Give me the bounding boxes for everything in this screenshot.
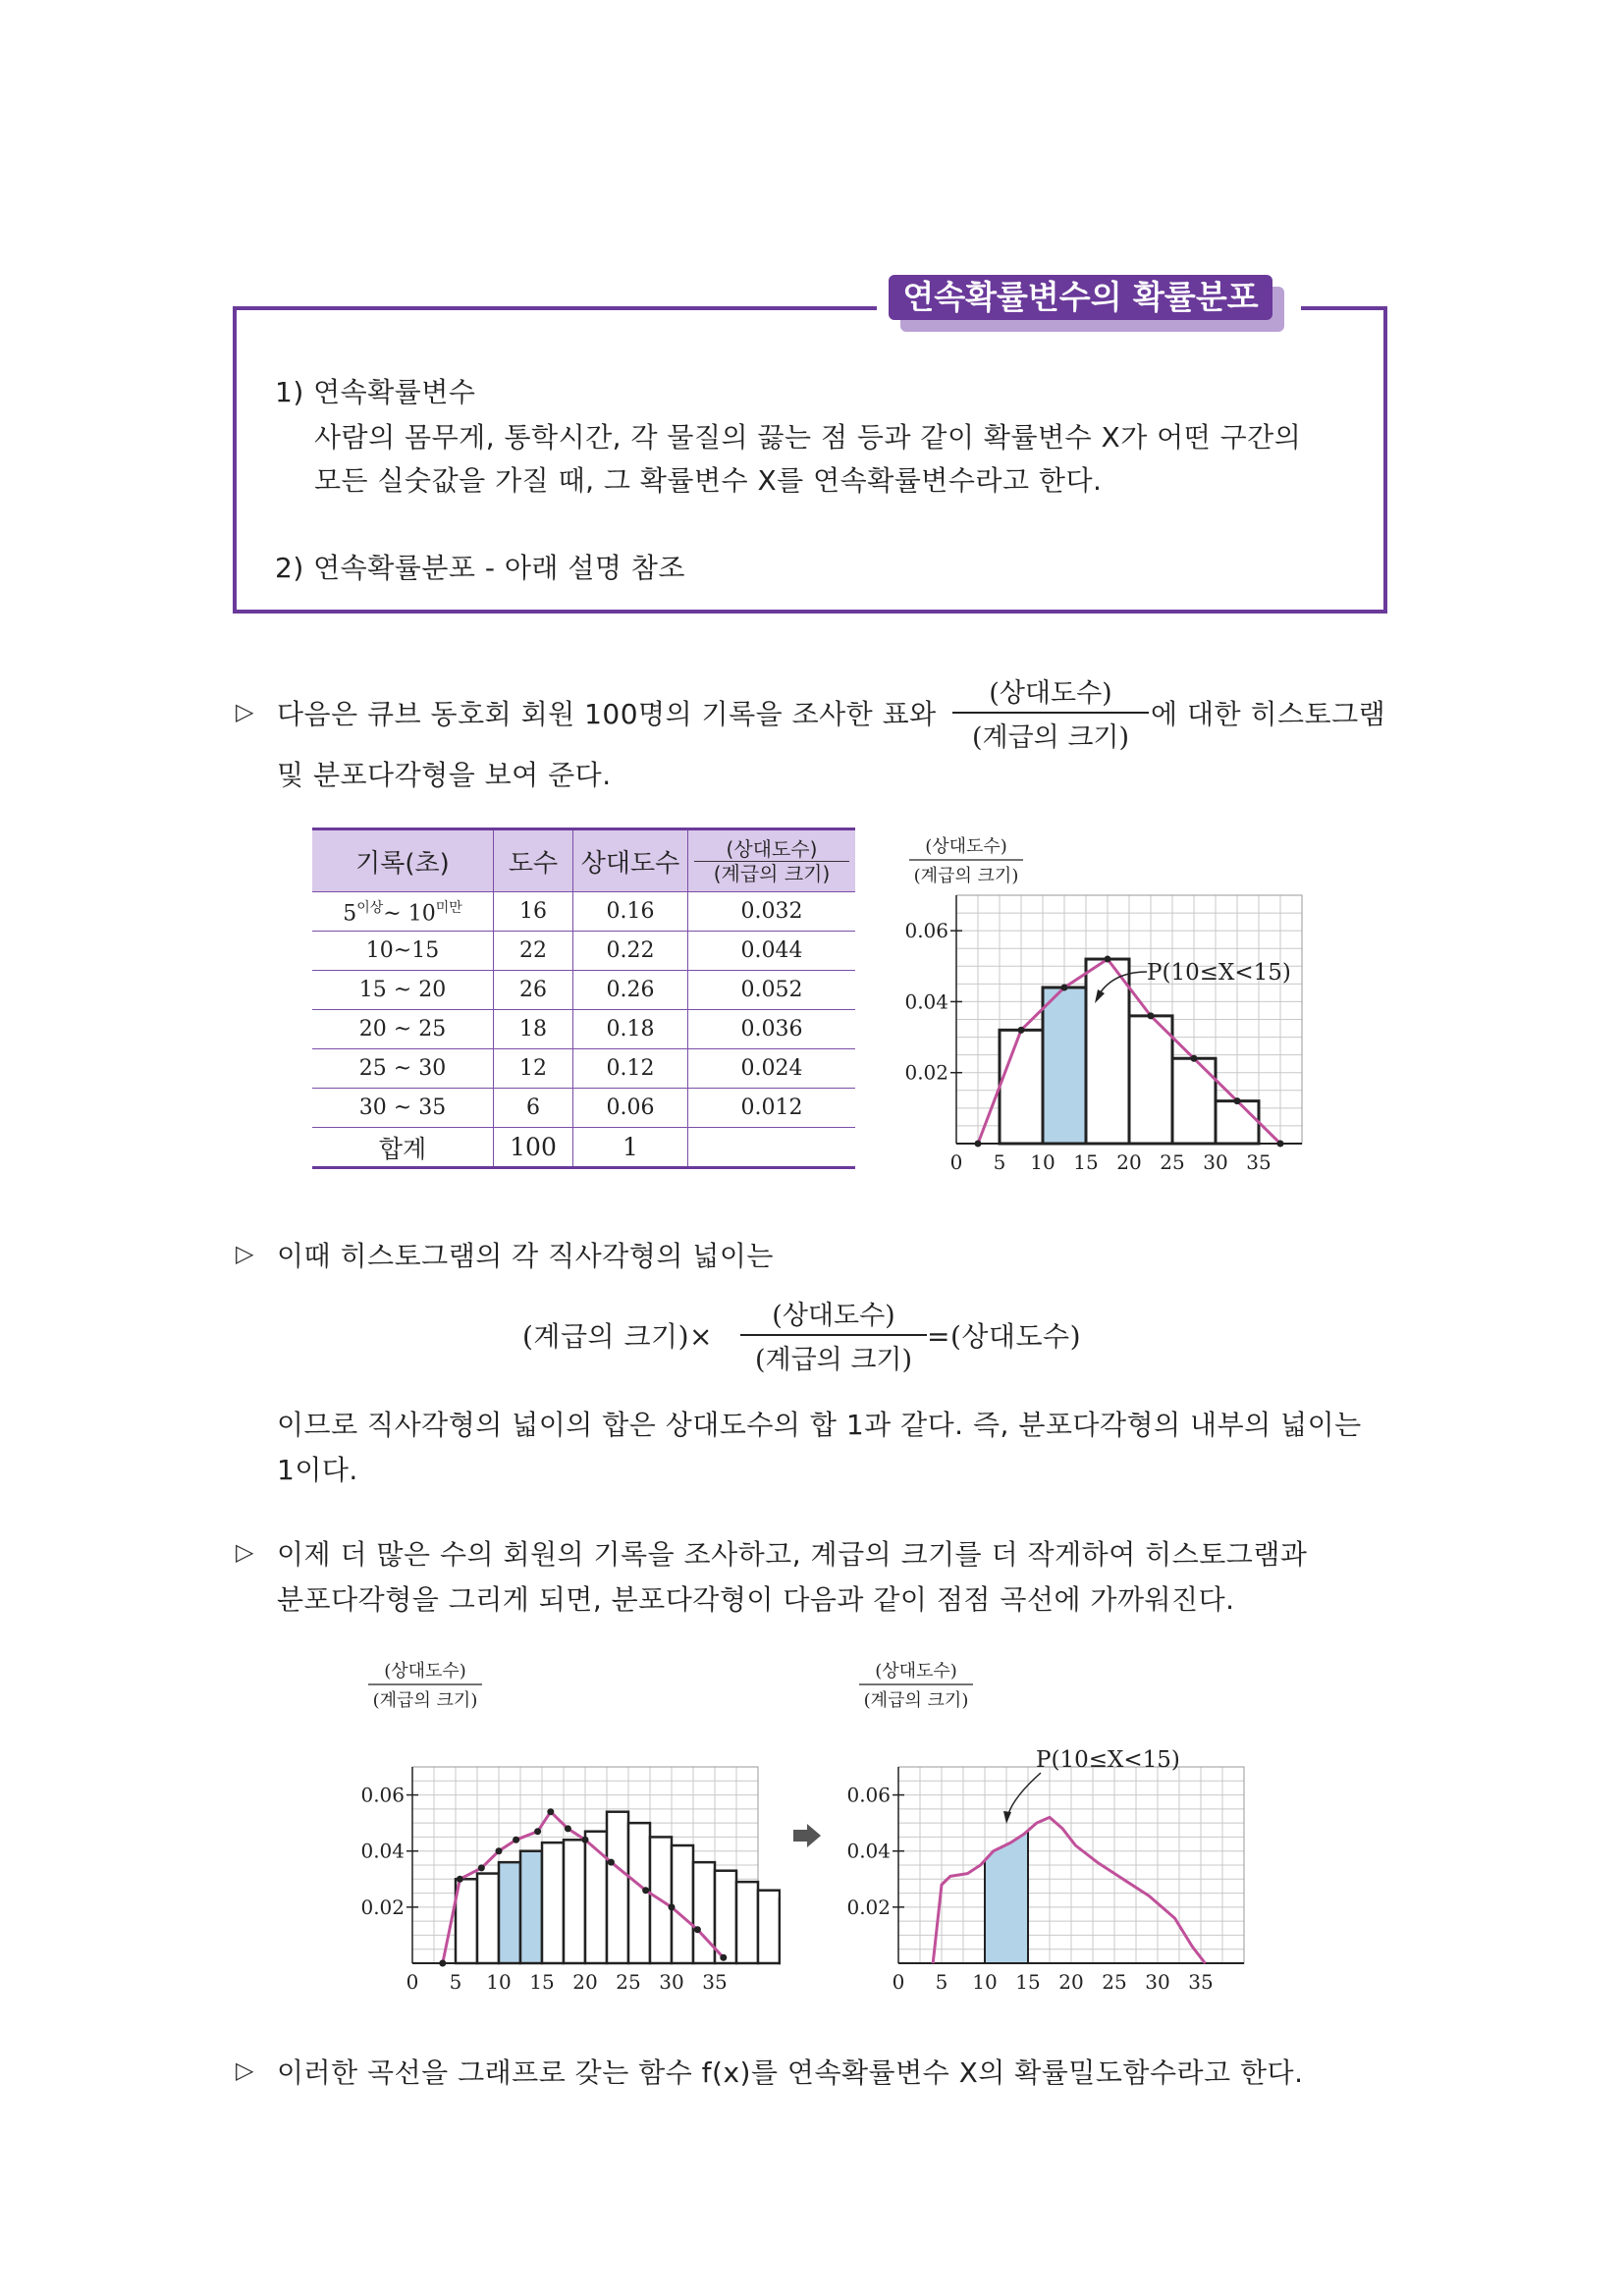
- cell-class: 15 ~ 20: [312, 971, 494, 1010]
- item1-line2: 모든 실숫값을 가질 때, 그 확률변수 X를 연속확률변수라고 한다.: [314, 464, 1103, 497]
- cell-rel: 0.06: [573, 1089, 688, 1128]
- header-freq: 도수: [494, 829, 573, 892]
- bullet-triangle-icon: ▷: [236, 1538, 254, 1566]
- eq-bar: [740, 1334, 927, 1336]
- bullet-triangle-icon: ▷: [236, 2056, 254, 2084]
- histogram-bar: [736, 1882, 758, 1963]
- cell-rel: 0.12: [573, 1049, 688, 1089]
- x-tick-label: 15: [1015, 1970, 1041, 1993]
- y-label-den: (계급의 크기): [372, 1690, 478, 1711]
- item2: 2) 연속확률분포 - 아래 설명 참조: [275, 552, 685, 584]
- histogram-bar: [1216, 1101, 1259, 1144]
- bullet-triangle-icon: ▷: [236, 1240, 254, 1267]
- cell-class: 25 ~ 30: [312, 1049, 494, 1089]
- right-arrow-icon: [793, 1824, 823, 1847]
- x-tick-label: 30: [1145, 1970, 1170, 1993]
- cell-freq: 22: [494, 932, 573, 971]
- header-record: 기록(초): [312, 829, 494, 892]
- eq-num: (상대도수): [772, 1301, 895, 1331]
- x-tick-label: 10: [1030, 1150, 1056, 1174]
- histogram-bar: [758, 1891, 780, 1963]
- x-tick-label: 25: [1102, 1970, 1127, 1993]
- x-tick-label: 0: [892, 1970, 905, 1993]
- class-start: 5: [343, 901, 357, 927]
- cell-density: 0.036: [688, 1010, 856, 1049]
- polygon-point: [1105, 956, 1111, 963]
- eq-den: (계급의 크기): [754, 1345, 913, 1375]
- x-tick-label: 20: [1116, 1150, 1142, 1174]
- cell-density: 0.012: [688, 1089, 856, 1128]
- header-density-frac: [688, 837, 855, 885]
- x-tick-label: 20: [572, 1970, 598, 1993]
- polygon-point: [1191, 1055, 1198, 1062]
- histogram-bar: [1172, 1058, 1216, 1144]
- y-tick-label: 0.06: [846, 1783, 891, 1807]
- x-tick-label: 35: [702, 1970, 728, 1993]
- frac-den: (계급의 크기): [971, 722, 1130, 753]
- header-frac-num: (상대도수): [726, 836, 818, 861]
- histogram-bar: [520, 1851, 542, 1963]
- bullet-triangle-icon: ▷: [236, 698, 254, 725]
- total-freq: 100: [494, 1128, 573, 1168]
- para1-suffix: 에 대한 히스토그램: [1151, 698, 1386, 730]
- header-rel: 상대도수: [573, 829, 688, 892]
- y-tick-label: 0.06: [360, 1783, 405, 1807]
- polygon-point: [1277, 1141, 1284, 1148]
- x-tick-label: 10: [972, 1970, 998, 1993]
- polygon-point: [534, 1828, 541, 1835]
- para2-line4: 1이다.: [277, 1454, 358, 1486]
- polygon-point: [496, 1847, 503, 1854]
- cell-density: 0.052: [688, 971, 856, 1010]
- table-total-row: [312, 1128, 855, 1168]
- x-tick-label: 35: [1188, 1970, 1214, 1993]
- polygon-point: [1148, 1012, 1155, 1019]
- table-row: [312, 892, 855, 932]
- cell-class: [312, 892, 494, 932]
- distribution-polygon: [933, 1817, 1205, 1963]
- polygon-point: [975, 1141, 982, 1148]
- eq-right: =(상대도수): [927, 1320, 1082, 1353]
- para3-line2: 분포다각형을 그리게 되면, 분포다각형이 다음과 같이 점점 곡선에 가까워진다.: [277, 1583, 1235, 1616]
- class-end: ~ 10: [383, 901, 436, 927]
- cell-freq: 12: [494, 1049, 573, 1089]
- x-tick-label: 25: [616, 1970, 641, 1993]
- y-tick-label: 0.02: [360, 1895, 405, 1919]
- annotation-arrowhead: [1003, 1811, 1011, 1824]
- x-tick-label: 35: [1246, 1150, 1272, 1174]
- cell-class: 20 ~ 25: [312, 1010, 494, 1049]
- polygon-point: [439, 1960, 446, 1967]
- histogram-bar: [715, 1871, 736, 1963]
- y-tick-label: 0.04: [360, 1839, 405, 1863]
- header-density: [688, 829, 856, 892]
- table-row: [312, 1010, 855, 1049]
- y-label-num: (상대도수): [925, 836, 1007, 857]
- para1-line2: 및 분포다각형을 보여 준다.: [277, 759, 612, 791]
- cell-freq: 6: [494, 1089, 573, 1128]
- polygon-point: [547, 1808, 554, 1815]
- histogram-bar: [477, 1874, 499, 1963]
- histogram-bar: [542, 1842, 564, 1963]
- x-tick-label: 5: [993, 1150, 1006, 1174]
- polygon-point: [582, 1837, 589, 1843]
- table-row: [312, 1049, 855, 1089]
- cell-freq: 18: [494, 1010, 573, 1049]
- x-tick-label: 15: [529, 1970, 555, 1993]
- y-label-num: (상대도수): [875, 1661, 957, 1682]
- box-title: 연속확률변수의 확률분포: [889, 275, 1272, 320]
- polygon-point: [565, 1825, 571, 1832]
- cell-density: 0.032: [688, 892, 856, 932]
- polygon-point: [608, 1859, 615, 1866]
- para3-line1: 이제 더 많은 수의 회원의 기록을 조사하고, 계급의 크기를 더 작게하여 히스토그램과: [277, 1538, 1308, 1571]
- histogram-bar: [1043, 988, 1086, 1144]
- cell-density: 0.024: [688, 1049, 856, 1089]
- frequency-table: [312, 828, 855, 1169]
- polygon-point: [1234, 1097, 1241, 1104]
- frac-bar: [952, 712, 1149, 714]
- polygon-point: [478, 1864, 485, 1871]
- cell-freq: 16: [494, 892, 573, 932]
- histogram-chart-2: [349, 1649, 781, 1993]
- box-title-badge: [889, 275, 1284, 332]
- polygon-point: [1018, 1027, 1025, 1034]
- y-tick-label: 0.02: [846, 1895, 891, 1919]
- para2-line3: 이므로 직사각형의 넓이의 합은 상대도수의 합 1과 같다. 즉, 분포다각형의 내부의 넓이는: [277, 1409, 1362, 1441]
- y-label-num: (상대도수): [384, 1661, 466, 1682]
- y-label-den: (계급의 크기): [913, 866, 1019, 886]
- histogram-bar: [456, 1879, 477, 1963]
- annotation-arrow: [1008, 1773, 1041, 1814]
- eq-left: (계급의 크기)×: [522, 1320, 713, 1353]
- probability-area: [985, 1831, 1028, 1963]
- class-sup-above: 이상: [356, 899, 384, 916]
- y-tick-label: 0.04: [904, 989, 948, 1014]
- polygon-point: [457, 1876, 463, 1883]
- total-label: 합계: [312, 1128, 494, 1168]
- para4-text: 이러한 곡선을 그래프로 갖는 함수 f(x)를 연속확률변수 X의 확률밀도함수라고 한다.: [277, 2056, 1304, 2089]
- x-tick-label: 30: [659, 1970, 684, 1993]
- x-tick-label: 0: [406, 1970, 419, 1993]
- x-tick-label: 30: [1203, 1150, 1228, 1174]
- table-row: [312, 971, 855, 1010]
- item1-line1: 사람의 몸무게, 통학시간, 각 물질의 끓는 점 등과 같이 확률변수 X가 어떤 구간의: [314, 421, 1302, 454]
- cell-rel: 0.22: [573, 932, 688, 971]
- x-tick-label: 15: [1073, 1150, 1099, 1174]
- x-tick-label: 25: [1160, 1150, 1185, 1174]
- x-tick-label: 5: [935, 1970, 948, 1993]
- histogram-bar: [1129, 1016, 1172, 1144]
- polygon-point: [694, 1926, 701, 1933]
- header-frac-den: (계급의 크기): [713, 861, 831, 885]
- histogram-bar: [693, 1862, 715, 1963]
- cell-freq: 26: [494, 971, 573, 1010]
- table-row: [312, 1089, 855, 1128]
- annotation-label: P(10≤X<15): [1147, 960, 1291, 986]
- x-tick-label: 5: [449, 1970, 462, 1993]
- polygon-point: [513, 1837, 519, 1843]
- cell-density: 0.044: [688, 932, 856, 971]
- cell-rel: 0.26: [573, 971, 688, 1010]
- x-tick-label: 20: [1058, 1970, 1084, 1993]
- polygon-point: [669, 1903, 676, 1910]
- histogram-bar: [607, 1812, 628, 1963]
- histogram-bar: [672, 1845, 693, 1963]
- y-label-den: (계급의 크기): [863, 1690, 969, 1711]
- eq-fraction: [740, 1294, 927, 1376]
- para2-text: 이때 히스토그램의 각 직사각형의 넓이는: [277, 1240, 774, 1272]
- cell-class: 30 ~ 35: [312, 1089, 494, 1128]
- y-tick-label: 0.04: [846, 1839, 891, 1863]
- total-rel: 1: [573, 1128, 688, 1168]
- x-tick-label: 10: [486, 1970, 512, 1993]
- polygon-point: [642, 1887, 649, 1894]
- histogram-bar: [585, 1832, 607, 1963]
- cell-rel: 0.18: [573, 1010, 688, 1049]
- histogram-bar: [780, 1898, 781, 1963]
- frac-num: (상대도수): [989, 678, 1112, 709]
- density-curve-chart: [839, 1649, 1272, 1993]
- y-tick-label: 0.06: [904, 919, 948, 943]
- histogram-bar: [564, 1840, 585, 1963]
- histogram-chart-1: [893, 825, 1316, 1183]
- para1-fraction: [952, 671, 1149, 754]
- para1-prefix: 다음은 큐브 동호회 회원 100명의 기록을 조사한 표와: [277, 698, 937, 730]
- cell-class: 10~15: [312, 932, 494, 971]
- histogram-bar: [1000, 1030, 1043, 1144]
- class-sup-below: 미만: [435, 899, 462, 916]
- table-header-row: [312, 829, 855, 892]
- cell-rel: 0.16: [573, 892, 688, 932]
- x-tick-label: 0: [949, 1150, 963, 1174]
- y-tick-label: 0.02: [904, 1060, 948, 1085]
- polygon-point: [720, 1954, 727, 1961]
- annotation-label: P(10≤X<15): [1036, 1747, 1180, 1773]
- item1-title: 1) 연속확률변수: [275, 376, 476, 408]
- table-row: [312, 932, 855, 971]
- histogram-bar: [499, 1862, 520, 1963]
- total-density: [688, 1128, 856, 1168]
- histogram-bar: [1086, 959, 1129, 1144]
- polygon-point: [1061, 984, 1068, 990]
